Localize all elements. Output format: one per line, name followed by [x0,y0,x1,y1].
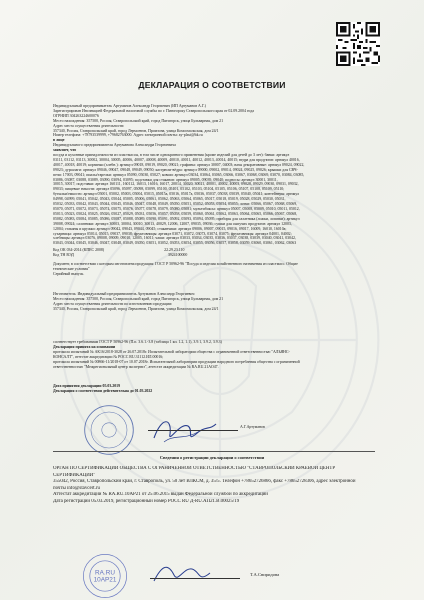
document-title: ДЕКЛАРАЦИЯ О СООТВЕТСТВИИ [138,80,286,90]
codes-block [53,248,375,258]
registrar-signature [148,557,218,591]
manufacturer-line: 357340, Россия, Ставропольский край, город Лермонтов, Промзона, улица Комсомольская, дом 24/1 [53,306,219,311]
certification-stamp [78,552,132,600]
product-line: 03086, 03087, 03088, 03089, 03090, 03094, 03095; подставки для стаканов: артикул 09005, 09039, 09040; подносы: артикул 30001, 30011, [53,177,278,182]
header-line: Зарегистрирован Инспекцией Федеральной налоговой службы по г. Пятигорску Ставропольского края от 02.09.2004 года [53,108,254,113]
dates-block [53,384,375,394]
okp-value: 22.29.23.110 [164,248,185,252]
requirements-block [53,340,375,369]
registration-line: Дата регистрации 05.03.2019, регистрационный номер РОСС RU Д-RU.АП21.В.00025/19 [53,498,240,504]
registrar-signature-line [150,578,240,579]
product-line: 04998, 04999, 05041, 05042, 05043, 05044, 05005, 05006, 05061, 05062, 05063, 05064, 05065, 05017, 05018, 05019, 05028, 05029, 05030, 05031, [53,197,286,202]
manufacturer-line: Место нахождения: 357500, Россия, Ставропольский край, город Пятигорск, улица Бульварная, дом 21 [53,296,224,301]
manufacturer-line: Адрес места осуществления деятельности по изготовлению продукции: [53,301,173,306]
applicant-stamp [82,403,136,457]
header-line: Индивидуальный предприниматель Артуманов Александр Георгиевич (ИП Артуманов А.Г.) [53,104,206,108]
requirement-line: Декларация принята на основании [53,344,116,349]
header-line: заявляет, что [53,148,77,153]
registration-line: Аттестат аккредитации № RA.RU.10AP21 от 25.06.2015 выдан Федеральной службой по аккредитации [53,492,268,498]
requirement-line: соответствует требованиям ГОСТ Р 50962-96 (П.п. 3.6.1.-3.8 (таблица 1 кп. 1.2, 1.1), 3.9.1, 3.9.2, 3.9.3) [53,340,222,344]
product-line: сухарницы: артикул 05014, 05015, 09037, 09038; фруктовницы: артикул 03071, 03072, 03073, 03074, 03075; фруктовницы: артикул 04001, 04002; [53,231,292,236]
requirement-line: ответственностью "Межрегиональный центр экспертиз", аттестат аккредитации № RA.RU.21АО47. [53,364,219,369]
registration-title: Сведения о регистрации декларации о соответствии [159,455,265,460]
requirement-line: протокола испытаний № 00866-11/2018-07 от 10.07.2018г. Испытательной лаборатории продукции народного потребления общества с ограниченной [53,359,300,364]
product-line: 40017, 40018, 40019; корзинки (хлебн.): артикул 09018, 09019, 09020, 09021; графины: артикул 30007, 04003; вазы декоративные: артикул 09024, 09022, [53,162,305,167]
product-line: 05082, 05083, 05084, 05085, 05086, 05087, 05088, 05089, 05090, 05091, 05092, 05093, 05094, 05095; приборы для салатника (ложки, лопатки): артикул [53,216,300,221]
product-line: 05070, 05071, 05072, 05073, 05074, 05075, 05076, 05077, 05078, 05079, 05080, 05081; мультибоксы: артикул 05007, 05008, 05009, 05010, 05011, 05012, [53,206,300,211]
conformity-document [53,262,375,277]
product-line: 09023; дуршлаги: артикул 09046, 09047, 09048, 09049, 09050; кастрюли-вёдра: артикул 09000, 09002, 09014, 09024, 09025, 09026; крышки для СВЧ- [53,167,298,172]
registration-line: СЕРТИФИКАЦИИ" [53,472,96,478]
header-line: 357340, Россия, Ставропольский край, город Лермонтов, Промзона, улица Комсомольская, дом 24/1 [53,128,219,133]
registration-block [53,466,375,506]
product-line: 30015, 30017; подставки: артикул 160111, 160112, 16013, 16016, 16017, 20014, 30020, 30021, 40001, 40002, 40003, 09028, 09029, 09030, 09031, 09032, [53,182,299,187]
valid-label: Декларация о соответствии действительна до [53,388,134,393]
registration-divider [53,451,375,452]
accepted-date: 05.03.2019 [102,384,121,388]
product-line: хлебницы: артикул 03076, 09008, 09009, 09010, 12005, 16011; чаши: артикул 03033, 03034, 03035, 03036, 03037, 03038, 03039, 03040, 03041, 03042, [53,236,296,241]
product-line: 05013, 05023, 05024, 05025, 05026, 05027, 05029, 05031, 05056, 05057, 05058, 05059, 05060, 05061, 05062, 05063, 05064, 05065, 05066, 05067, 05068, [53,211,298,216]
okp-label: Код ОК 034-2014 (КПЕС 2008) [53,248,105,252]
tnved-label: Код ТН ВЭД [53,252,74,257]
header-line: в лице [53,138,65,143]
applicant-signer-name: А.Г.Артуманов [240,425,265,429]
stamp-accreditation-number: 10AP21 [93,576,117,584]
product-line: 12004; стаканы и кружки: артикул 09042, 09043, 09044, 09045; стаканчики: артикул 09006, 09007, 09015, 09016, 09017, 16009, 16010, 16010а; [53,226,287,231]
registration-line: ОРГАН ПО СЕРТИФИКАЦИИ ОБЩЕСТВА С ОГРАНИЧЕННОЙ ОТВЕТСТВЕННОСТЬЮ "СТАВРОПОЛЬСКИЙ КРАЕВОЙ ЦЕНТР [53,466,336,471]
product-list [53,153,375,246]
stamp-accreditation-top: RA.RU [95,569,115,577]
header-line: Индивидуального предпринимателя Артуманова Александра Георгиевича [53,143,176,148]
product-line: 39008, 09024; салатники: артикул 30003, 30004, 30010, 30013, 40029, 12006, 12007, 09035, 09036; сушки для сыпучих продуктов: артикул 12003, [53,221,292,226]
manufacturer-line: Изготовитель: Индивидуальный предприниматель Артуманов Александр Георгиевич [53,292,195,296]
product-line: бутылки/емкости: артикул 05001, 05002, 05003, 05004, 05015, 05015а, 05016, 05017а, 05036, 05037, 05038, 05039, 05040, 05041; контейнеры: артикул [53,192,300,197]
product-line: 09033; пищевые емкости: артикул 05096, 05097, 05098, 05099, 05100, 05101, 05102, 05103, 05104, 05105, 05106, 05107, 05108, 05109, 05110; [53,187,285,192]
header-line: Номер телефона: +78793539999, +79682763000. Адрес электронной почты: ay-plast@bk.ru [53,133,203,138]
conformity-line: технические условия" [53,266,90,271]
registration-line: 355042, Россия, Ставропольский край, г. Ставрополь, ул. 50 лет ВЛКСМ, д. 35/5. Телефон +78652726866, факс +78652728306, адрес электронной [53,479,356,485]
product-line: посуда и кухонные принадлежности из пластмассы, в том числе однократного применения (кроме изделий для детей до 3 лет): банки: артикул [53,153,290,157]
qr-code [336,22,380,66]
tnved-value: 3924100000 [167,252,188,257]
valid-date: 01.03.2022 [134,388,153,393]
product-line: 05032, 05033, 05042, 05043, 05044, 05045, 05046, 05047, 05048, 05049, 05050, 05051, 05052, 05053, 05054, 05055; лотки: 05066, 05067, 05068, 05069, [53,202,298,207]
header-line: Место нахождения: 357500, Россия, Ставропольский край, город Пятигорск, улица Бульварная, дом 21 [53,118,224,123]
conformity-line: Документ, в соответствии с которым изготовлена продукция: ГОСТ Р 50962-96 "Посуда и изделия хозяйственного назначения из пластмасс. Общие [53,262,298,266]
header-line: Адрес места осуществления деятельности: [53,123,125,128]
header-line: ОГРНИП 304263224600076 [53,113,99,118]
requirement-line: протокола испытаний № АК16/2018-3028 от 26.07.2018г. Испытательной лаборатории общества с ограниченной ответственностью "АЛЬЯНС- [53,349,290,354]
product-line: 03111, 03112, 03113, 30002, 30004, 30005, 40006, 40007, 40008, 40009, 40010, 40011, 40012, 40013, 40014, 40015; ведра для продуктов: артикул 40016, [53,157,300,162]
requirement-line: КОНСАЛТ", аттестат аккредитации № РОСС RU.31112.ИЛ.00016; [53,354,164,359]
product-line: печи: 17003, 09041; пиалы/тарелки: артикул 05090, 05030, 05027; ковши: артикул 03034, 03064, 03065, 03066, 03067, 03068, 03069, 03070, 03084, 03085, [53,172,305,177]
applicant-block [53,104,375,153]
registrar-name: Т.А.Свиридова [250,573,280,577]
accepted-label: Дата принятия декларации [53,384,102,388]
product-line: 03043, 03044, 03045, 03046, 03047, 03048, 03049, 03050, 03051, 03052, 03053, 03054, 03055, 03056, 03057, 03058, 03059, 03060, 03061, 03062, 03063 [53,241,297,246]
applicant-signature-line [148,430,238,431]
conformity-line: Серийный выпуск. [53,271,85,276]
registration-line: почты info@stavcert.ru [53,485,100,491]
manufacturer-block [53,292,375,312]
